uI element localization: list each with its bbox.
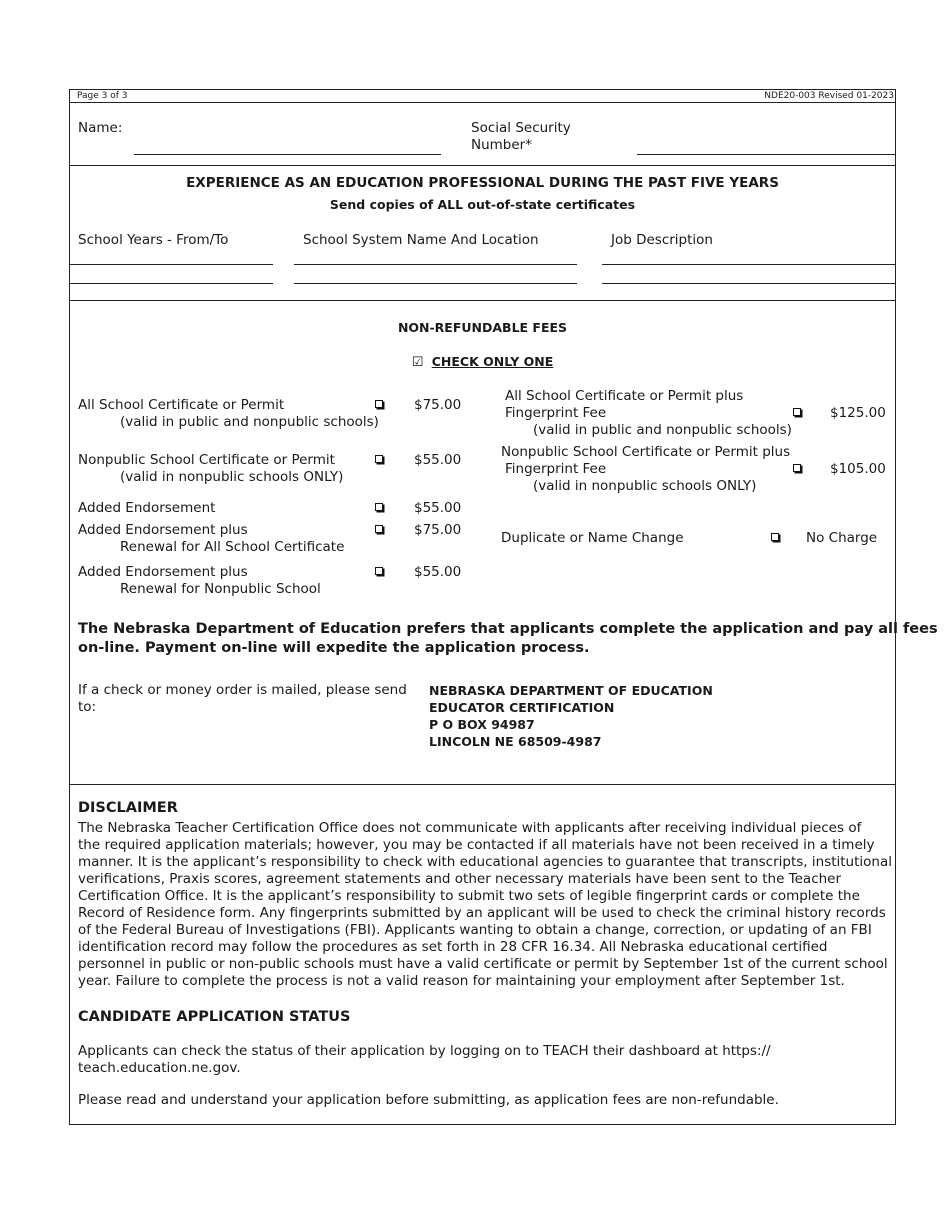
fee-nonpublic-checkbox[interactable] (375, 455, 383, 463)
fee-nonpublic-note: (valid in nonpublic schools ONLY) (120, 469, 344, 485)
name-field[interactable] (134, 154, 441, 155)
fee-endorsement-all-label: Added Endorsement plus (78, 522, 248, 538)
fee-nonpublic-fp-label2: Fingerprint Fee (505, 461, 607, 477)
fee-nonpublic-fp-label: Nonpublic School Certificate or Permit plus (501, 444, 791, 460)
status-line1: Applicants can check the status of their application by logging on to TEACH their dashboard at https:// (78, 1043, 771, 1059)
fee-endorsement-all-price: $75.00 (414, 522, 462, 538)
fee-endorsement-checkbox[interactable] (375, 503, 383, 511)
col-school-years: School Years - From/To (78, 232, 229, 248)
fee-all-school-note: (valid in public and nonpublic schools) (120, 414, 379, 430)
fee-all-school-checkbox[interactable] (375, 400, 383, 408)
fee-nonpublic-fp-note: (valid in nonpublic schools ONLY) (533, 478, 757, 494)
identity-divider (69, 165, 896, 166)
experience-subtitle: Send copies of ALL out-of-state certificates (329, 197, 636, 212)
status-line2: teach.education.ne.gov. (78, 1060, 241, 1076)
fee-all-school-fp-label2: Fingerprint Fee (505, 405, 607, 421)
fee-endorsement-label: Added Endorsement (78, 500, 216, 516)
job-input-2[interactable] (602, 283, 896, 284)
ssn-label-line2: Number* (471, 137, 532, 153)
mail-label-line1: If a check or money order is mailed, please send (78, 682, 407, 698)
fee-endorsement-nonpublic-price: $55.00 (414, 564, 462, 580)
checked-box-icon: ☑ (411, 355, 424, 370)
disclaimer-line: personnel in public or non-public schools must have a valid certificate or permit by September 1st of the current school (78, 956, 888, 972)
disclaimer-line: Certification Office. It is the applicant’s responsibility to submit two sets of legible fingerprint cards or complete the (78, 888, 860, 904)
fee-nonpublic-fp-checkbox[interactable] (793, 464, 801, 472)
check-only-one-label: CHECK ONLY ONE (431, 354, 554, 369)
disclaimer-line: the required application materials; however, you may be contacted if all materials have not been received in a timely (78, 837, 875, 853)
disclaimer-line: year. Failure to complete the process is not a valid reason for maintaining your employment after September 1st. (78, 973, 845, 989)
fee-duplicate-checkbox[interactable] (771, 533, 779, 541)
disclaimer-line: of the Federal Bureau of Investigations (FBI). Applicants wanting to obtain a change, correction, or updating of an FBI (78, 922, 872, 938)
disclaimer-line: manner. It is the applicant’s responsibility to check with educational agencies to guarantee that transcripts, institutional (78, 854, 893, 870)
col-job-description: Job Description (611, 232, 713, 248)
page-label: Page 3 of 3 (77, 91, 128, 101)
fee-endorsement-all-note: Renewal for All School Certificate (120, 539, 345, 555)
form-id: NDE20-003 Revised 01-2023 (764, 91, 894, 101)
fee-nonpublic-label: Nonpublic School Certificate or Permit (78, 452, 335, 468)
disclaimer-body (78, 820, 892, 990)
fee-endorsement-all-checkbox[interactable] (375, 525, 383, 533)
fee-all-school-price: $75.00 (414, 397, 462, 413)
check-only-one (69, 354, 896, 370)
address-line: EDUCATOR CERTIFICATION (429, 700, 615, 715)
system-input-1[interactable] (294, 264, 577, 265)
fee-all-school-fp-note: (valid in public and nonpublic schools) (533, 422, 792, 438)
disclaimer-line: The Nebraska Teacher Certification Office does not communicate with applicants after receiving individual pieces of (78, 820, 862, 836)
fee-endorsement-price: $55.00 (414, 500, 462, 516)
fee-endorsement-nonpublic-label: Added Endorsement plus (78, 564, 248, 580)
fee-all-school-fp-price: $125.00 (830, 405, 886, 421)
disclaimer-line: identification record may follow the procedures as set forth in 28 CFR 16.34. All Nebraska educational certified (78, 939, 828, 955)
fee-nonpublic-price: $55.00 (414, 452, 462, 468)
fee-nonpublic-fp-price: $105.00 (830, 461, 886, 477)
years-input-1[interactable] (69, 264, 273, 265)
fee-duplicate-price: No Charge (806, 530, 878, 546)
fee-endorsement-nonpublic-checkbox[interactable] (375, 567, 383, 575)
experience-divider (69, 300, 896, 301)
name-label: Name: (78, 120, 123, 136)
disclaimer-heading: DISCLAIMER (78, 800, 178, 816)
job-input-1[interactable] (602, 264, 896, 265)
fee-all-school-fp-label: All School Certificate or Permit plus (505, 388, 744, 404)
system-input-2[interactable] (294, 283, 577, 284)
years-input-2[interactable] (69, 283, 273, 284)
header-divider (69, 102, 896, 103)
address-line: LINCOLN NE 68509-4987 (429, 734, 602, 749)
fee-all-school-fp-checkbox[interactable] (793, 408, 801, 416)
online-notice-line1: The Nebraska Department of Education prefers that applicants complete the application and pay all fees (78, 621, 938, 637)
mail-address (429, 682, 713, 750)
mail-label-line2: to: (78, 699, 97, 715)
fees-divider (69, 784, 896, 785)
ssn-field[interactable] (637, 154, 895, 155)
status-closing: Please read and understand your application before submitting, as application fees are non-refundable. (78, 1092, 779, 1108)
status-heading: CANDIDATE APPLICATION STATUS (78, 1009, 351, 1025)
address-line: NEBRASKA DEPARTMENT OF EDUCATION (429, 683, 713, 698)
address-line: P O BOX 94987 (429, 717, 535, 732)
fee-endorsement-nonpublic-note: Renewal for Nonpublic School (120, 581, 321, 597)
online-notice-line2: on-line. Payment on-line will expedite the application process. (78, 640, 590, 656)
col-school-system: School System Name And Location (303, 232, 539, 248)
disclaimer-line: verifications, Praxis scores, agreement statements and other necessary materials have been sent to the Teacher (78, 871, 842, 887)
disclaimer-line: Record of Residence form. Any fingerprints submitted by an applicant will be used to check the criminal history records (78, 905, 886, 921)
ssn-label-line1: Social Security (471, 120, 571, 136)
fee-duplicate-label: Duplicate or Name Change (501, 530, 684, 546)
fees-title: NON-REFUNDABLE FEES (397, 320, 568, 335)
experience-title: EXPERIENCE AS AN EDUCATION PROFESSIONAL DURING THE PAST FIVE YEARS (186, 175, 779, 191)
fee-all-school-label: All School Certificate or Permit (78, 397, 285, 413)
